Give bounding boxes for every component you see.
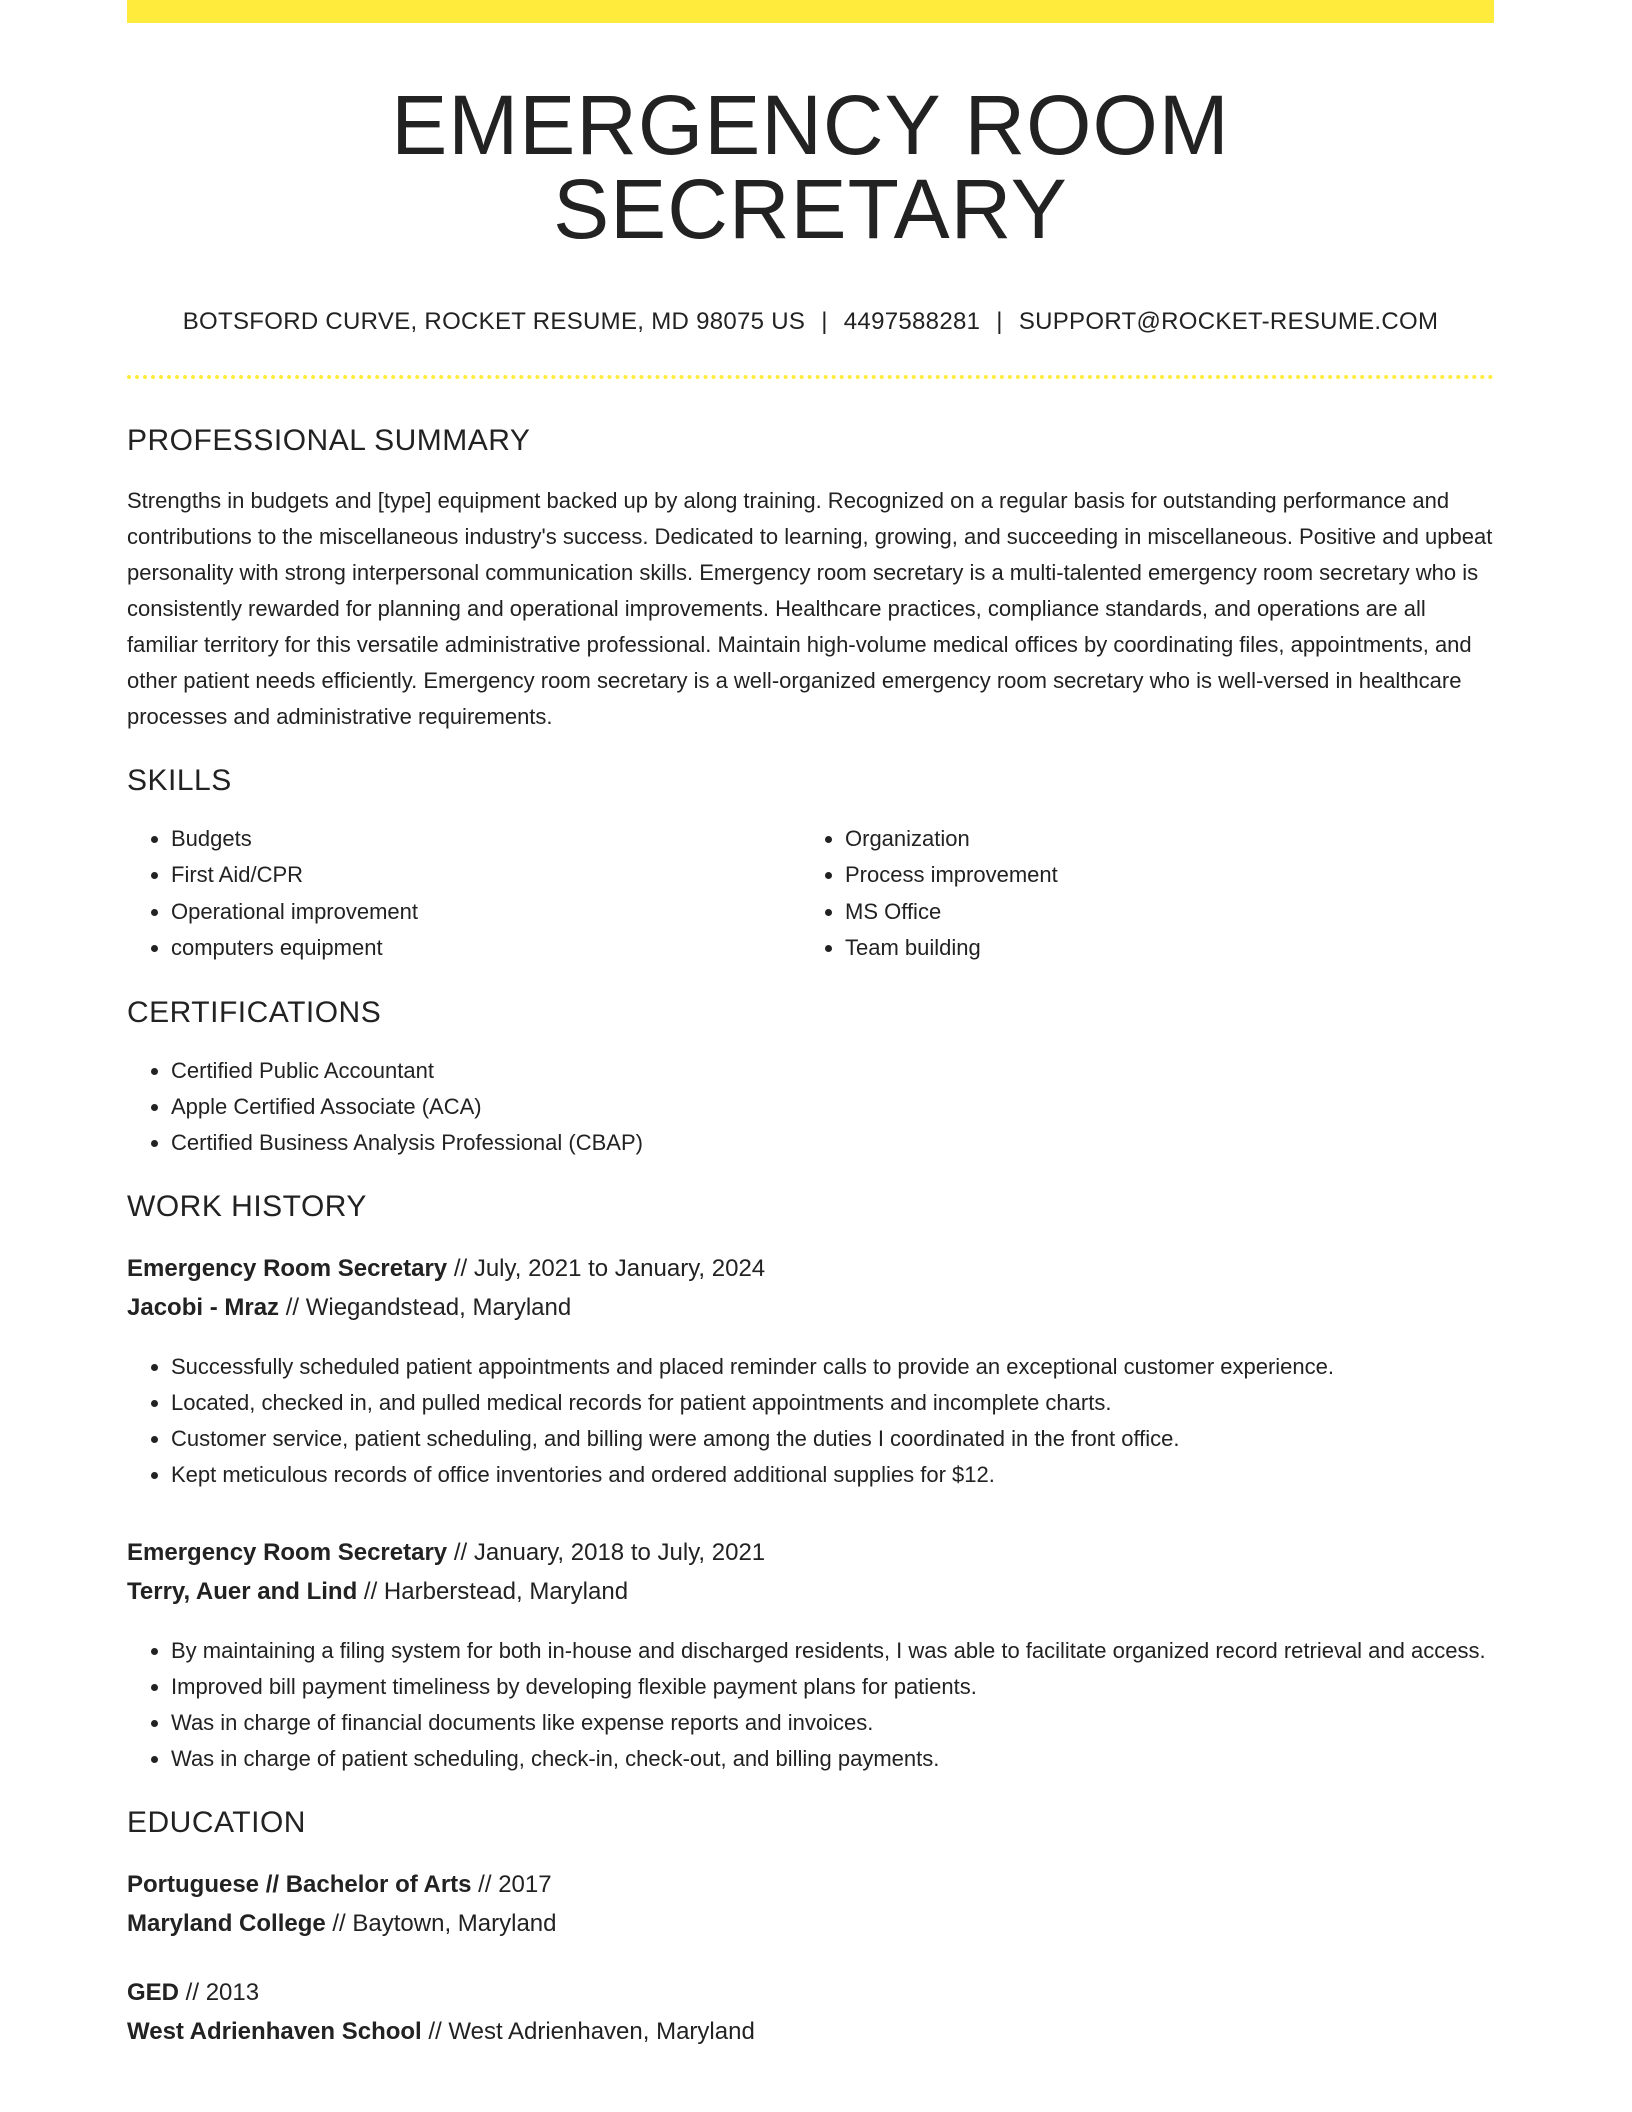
summary-text: Strengths in budgets and [type] equipment backed up by along training. Recognized on a regular basis for outstanding performance and contributions to the miscellaneous industry's success. Dedicated to learning, growing, and succeeding in miscellaneous. Positive and upbeat personality with strong interpersonal communication skills. Emergency room secretary is a multi-talented emergency room secretary who is consistently rewarded for planning and operational improvements. Healthcare practices, compliance standards, and operations are all familiar territory for this versatile administrative professional. Maintain high-volume medical offices by coordinating files, appointments, and other patient needs efficiently. Emergency room secretary is a well-organized emergency room secretary who is well-versed in healthcare processes and administrative requirements. <box>127 487 1493 729</box>
certifications-list <box>127 1053 1494 1161</box>
skill-item: • computers equipment <box>171 930 801 967</box>
job-bullet: • Kept meticulous records of office inventories and ordered additional supplies for $12. <box>171 1457 1494 1493</box>
school-location: // West Adrienhaven, Maryland <box>421 2017 755 2045</box>
job-title: Emergency Room Secretary <box>127 1254 448 1282</box>
graduation-year: // 2017 <box>471 1870 552 1898</box>
certifications-heading: CERTIFICATIONS <box>127 995 382 1029</box>
summary-heading: PROFESSIONAL SUMMARY <box>127 423 531 457</box>
school-name: West Adrienhaven School <box>127 2017 422 2045</box>
skills-column-right <box>801 821 1475 967</box>
resume-page <box>127 0 1494 2051</box>
skill-item: • Operational improvement <box>171 894 801 931</box>
skills-list <box>127 821 1494 967</box>
work-history-heading: WORK HISTORY <box>127 1189 367 1223</box>
school-name: Maryland College <box>127 1909 326 1937</box>
education-heading: EDUCATION <box>127 1805 306 1839</box>
job-title-line <box>127 1533 1494 1572</box>
degree-line <box>127 1973 1494 2012</box>
job-bullet: • Customer service, patient scheduling, and billing were among the duties I coordinated in the front office. <box>171 1421 1494 1457</box>
job-location: // Harberstead, Maryland <box>357 1577 629 1605</box>
company-name: Terry, Auer and Lind <box>127 1577 358 1605</box>
school-line <box>127 1904 1494 1943</box>
certification-item: • Certified Public Accountant <box>171 1053 1494 1089</box>
job-org-line <box>127 1572 1494 1611</box>
job-title-line <box>127 1249 1494 1288</box>
separator: | <box>996 308 1003 335</box>
email: SUPPORT@ROCKET-RESUME.COM <box>1018 308 1439 335</box>
education-entry <box>127 1973 1494 2051</box>
job-bullet: • Was in charge of financial documents like expense reports and invoices. <box>171 1705 1494 1741</box>
job-bullets <box>127 1633 1494 1777</box>
contact-line <box>127 308 1494 337</box>
degree: Portuguese // Bachelor of Arts <box>127 1870 472 1898</box>
candidate-name: EMERGENCY ROOM SECRETARY <box>391 78 1230 256</box>
job-bullet: • Improved bill payment timeliness by developing flexible payment plans for patients. <box>171 1669 1494 1705</box>
certification-item: • Apple Certified Associate (ACA) <box>171 1089 1494 1125</box>
dotted-divider <box>127 375 1494 379</box>
skills-heading: SKILLS <box>127 763 232 797</box>
address: BOTSFORD CURVE, ROCKET RESUME, MD 98075 US <box>182 308 806 335</box>
job-location: // Wiegandstead, Maryland <box>279 1293 572 1321</box>
company-name: Jacobi - Mraz <box>127 1293 280 1321</box>
job-title: Emergency Room Secretary <box>127 1538 448 1566</box>
accent-bar <box>127 0 1494 23</box>
skill-item: • Process improvement <box>845 857 1475 894</box>
skill-item: • First Aid/CPR <box>171 857 801 894</box>
school-line <box>127 2012 1494 2051</box>
job-bullets <box>127 1349 1494 1493</box>
phone: 4497588281 <box>843 308 981 335</box>
school-location: // Baytown, Maryland <box>325 1909 557 1937</box>
job-dates: // July, 2021 to January, 2024 <box>447 1254 766 1282</box>
skill-item: • Budgets <box>171 821 801 858</box>
skill-item: • Organization <box>845 821 1475 858</box>
job-bullet: • By maintaining a filing system for both in-house and discharged residents, I was able to facilitate organized record retrieval and access. <box>171 1633 1494 1669</box>
job-dates: // January, 2018 to July, 2021 <box>447 1538 766 1566</box>
job-org-line <box>127 1288 1494 1327</box>
certification-item: • Certified Business Analysis Professional (CBAP) <box>171 1125 1494 1161</box>
degree-line <box>127 1865 1494 1904</box>
degree: GED <box>127 1978 180 2006</box>
education-entry <box>127 1865 1494 1943</box>
skill-item: • MS Office <box>845 894 1475 931</box>
job-entry <box>127 1249 1494 1493</box>
job-bullet: • Was in charge of patient scheduling, check-in, check-out, and billing payments. <box>171 1741 1494 1777</box>
graduation-year: // 2013 <box>179 1978 260 2006</box>
skill-item: • Team building <box>845 930 1475 967</box>
job-bullet: • Located, checked in, and pulled medical records for patient appointments and incomplete charts. <box>171 1385 1494 1421</box>
job-bullet: • Successfully scheduled patient appointments and placed reminder calls to provide an exceptional customer experience. <box>171 1349 1494 1385</box>
skills-column-left <box>127 821 801 967</box>
separator: | <box>821 308 828 335</box>
job-entry <box>127 1533 1494 1777</box>
